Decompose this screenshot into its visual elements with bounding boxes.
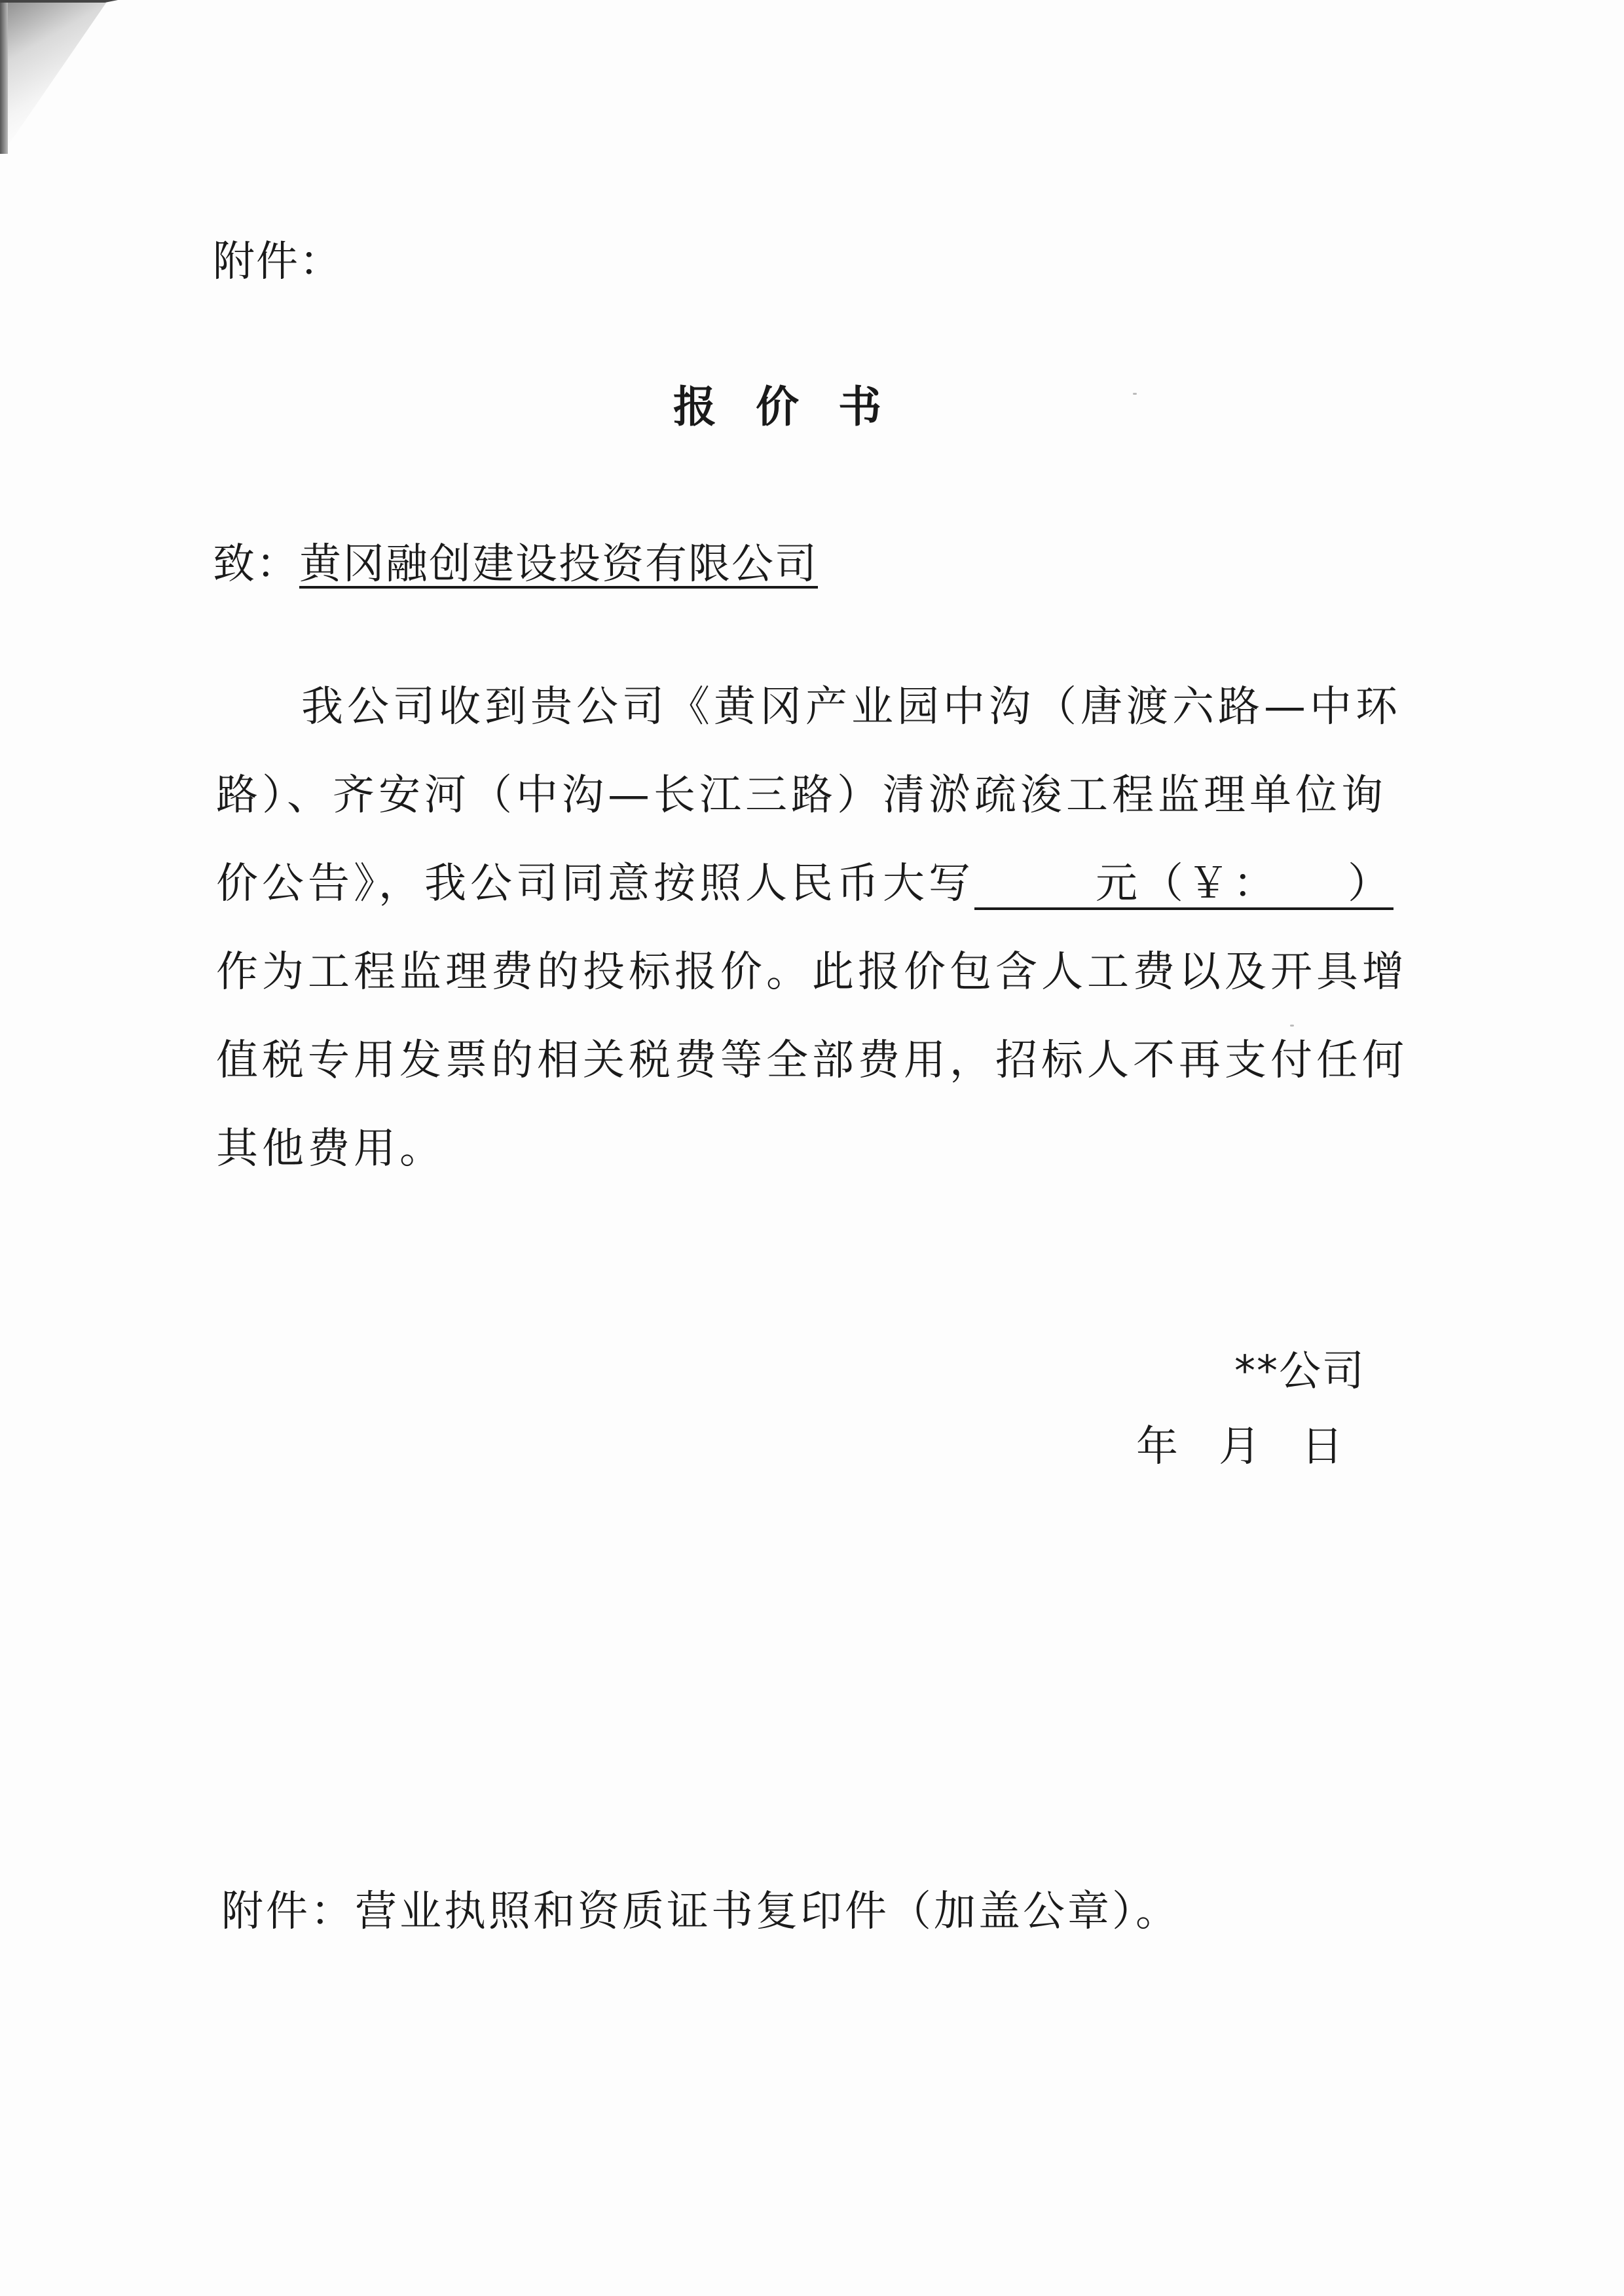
body-line-4: 作为工程监理费的投标报价。此报价包含人工费以及开具增 — [216, 948, 1408, 996]
amount-unit: 元（￥： — [1096, 860, 1279, 908]
attachment-header: 附件： — [213, 238, 342, 286]
scan-speck — [1133, 393, 1137, 395]
amount-close-paren: ） — [1348, 860, 1393, 908]
date-month: 月 — [1219, 1423, 1262, 1471]
body-line-3 — [216, 858, 1393, 910]
footer-attachment-note: 附件：营业执照和资质证书复印件（加盖公章）。 — [221, 1887, 1180, 1936]
title-char-1: 报 — [673, 382, 756, 432]
addressee-company: 黄冈融创建设投资有限公司 — [299, 540, 818, 589]
body-line-6: 其他费用。 — [216, 1125, 445, 1173]
date-year: 年 — [1136, 1423, 1179, 1471]
document-title — [673, 381, 921, 433]
title-char-2: 价 — [756, 382, 838, 432]
body-line-2: 路）、齐安河（中沟—长江三路）清淤疏浚工程监理单位询 — [216, 771, 1387, 820]
scan-top-edge — [0, 0, 1624, 3]
body-line-3-prefix: 价公告》，我公司同意按照人民币大写 — [216, 860, 974, 908]
body-line-1: 我公司收到贵公司《黄冈产业园中沟（唐渡六路—中环 — [301, 683, 1401, 731]
signature-date — [1136, 1421, 1384, 1473]
scan-speck — [1290, 1025, 1294, 1027]
signature-company: **公司 — [1234, 1347, 1365, 1396]
scan-edge-shadow — [0, 0, 8, 154]
scan-corner-fold — [0, 0, 108, 157]
body-line-5: 值税专用发票的相关税费等全部费用，招标人不再支付任何 — [216, 1036, 1408, 1085]
addressee-prefix: 致： — [213, 540, 299, 589]
date-day: 日 — [1301, 1423, 1344, 1471]
amount-blank[interactable] — [974, 860, 1393, 910]
title-char-3: 书 — [838, 382, 921, 432]
addressee-line — [213, 538, 818, 591]
